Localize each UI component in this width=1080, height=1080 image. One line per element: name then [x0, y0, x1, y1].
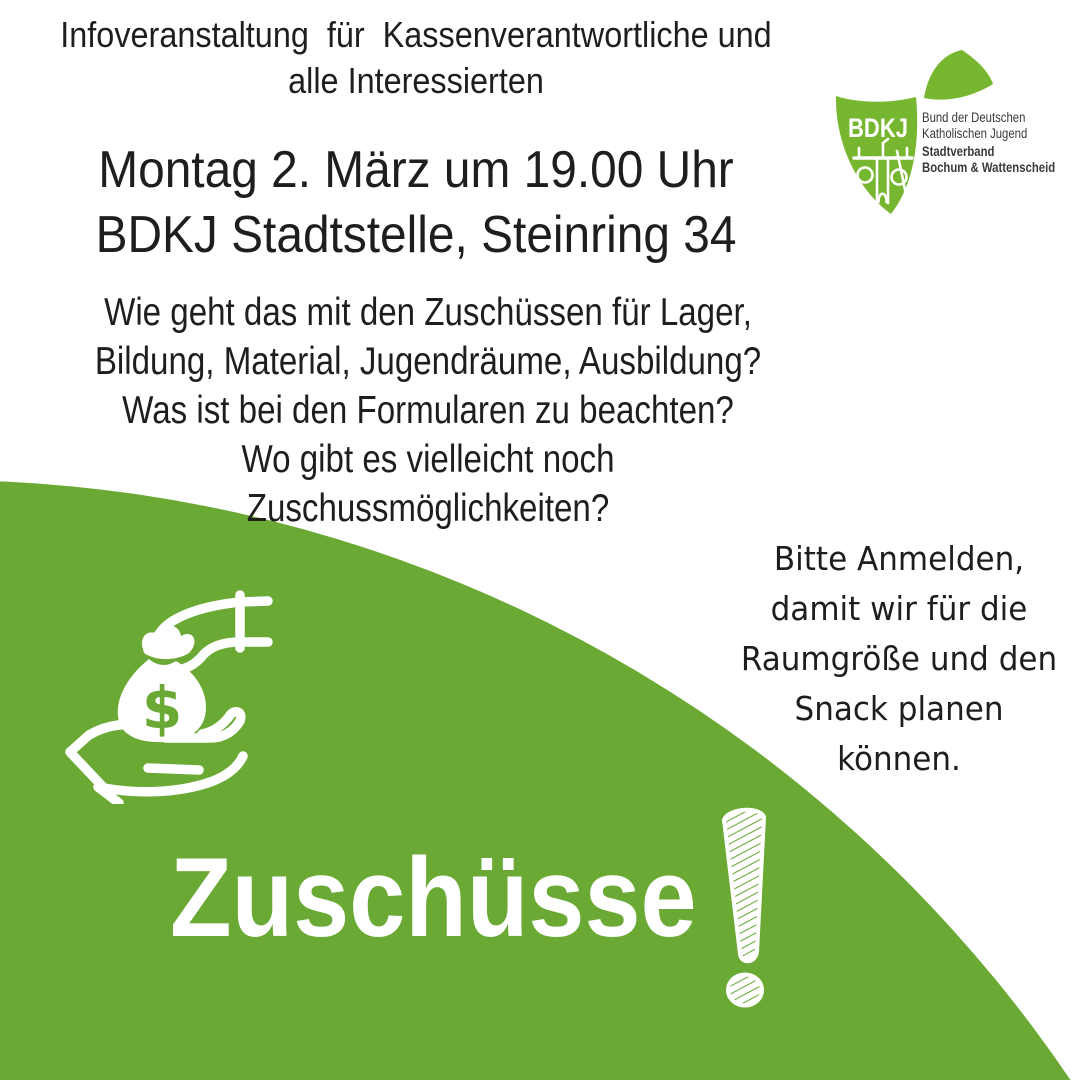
note-line-4: Snack planen [794, 689, 1004, 728]
question-line-4: Wo gibt es vielleicht noch Zuschussmöglichkeiten? [241, 438, 624, 530]
questions-text [60, 288, 796, 533]
question-line-3: Was ist bei den Formularen zu beachten? [122, 389, 734, 432]
logo-unit-line-1: Stadtverband [922, 144, 995, 159]
dollar-sign: $ [141, 674, 183, 742]
event-location-line: BDKJ Stadtstelle, Steinring 34 [95, 206, 737, 264]
event-heading [33, 138, 798, 268]
intro-line-1: Infoveranstaltung für Kassenverantwortliche und [60, 14, 772, 55]
money-bag-knot [142, 626, 195, 659]
logo-unit-line-2: Bochum & Wattenscheid [922, 159, 1056, 175]
exclamation-bar [724, 810, 764, 961]
event-date-line: Montag 2. März um 19.00 Uhr [98, 141, 734, 199]
bdkj-acronym: BDKJ [848, 113, 908, 143]
flag-upper-sail [924, 50, 993, 100]
registration-note [725, 534, 1073, 784]
logo-org-line-1: Bund der Deutschen [922, 110, 1026, 125]
exclamation-mark-icon [714, 804, 776, 1016]
note-line-1: Bitte Anmelden, [773, 539, 1025, 578]
intro-text [42, 12, 791, 104]
highlight-word: Zuschüsse [170, 835, 697, 960]
question-line-1: Wie geht das mit den Zuschüssen für Lager, [104, 291, 752, 334]
note-line-5: können. [837, 739, 961, 778]
note-line-3: Raumgröße und den [740, 639, 1058, 678]
intro-line-2: alle Interessierten [288, 60, 544, 101]
exclamation-dot [728, 975, 762, 1006]
logo-wordmark [922, 110, 1055, 175]
logo-org-line-2: Katholischen Jugend [922, 125, 1028, 141]
question-line-2: Bildung, Material, Jugendräume, Ausbildung? [94, 340, 762, 383]
note-line-2: damit wir für die [770, 589, 1028, 628]
bdkj-logo [828, 40, 1080, 222]
hand-giving-money-bag-icon [62, 582, 274, 804]
receiving-hand-crease [148, 768, 199, 770]
